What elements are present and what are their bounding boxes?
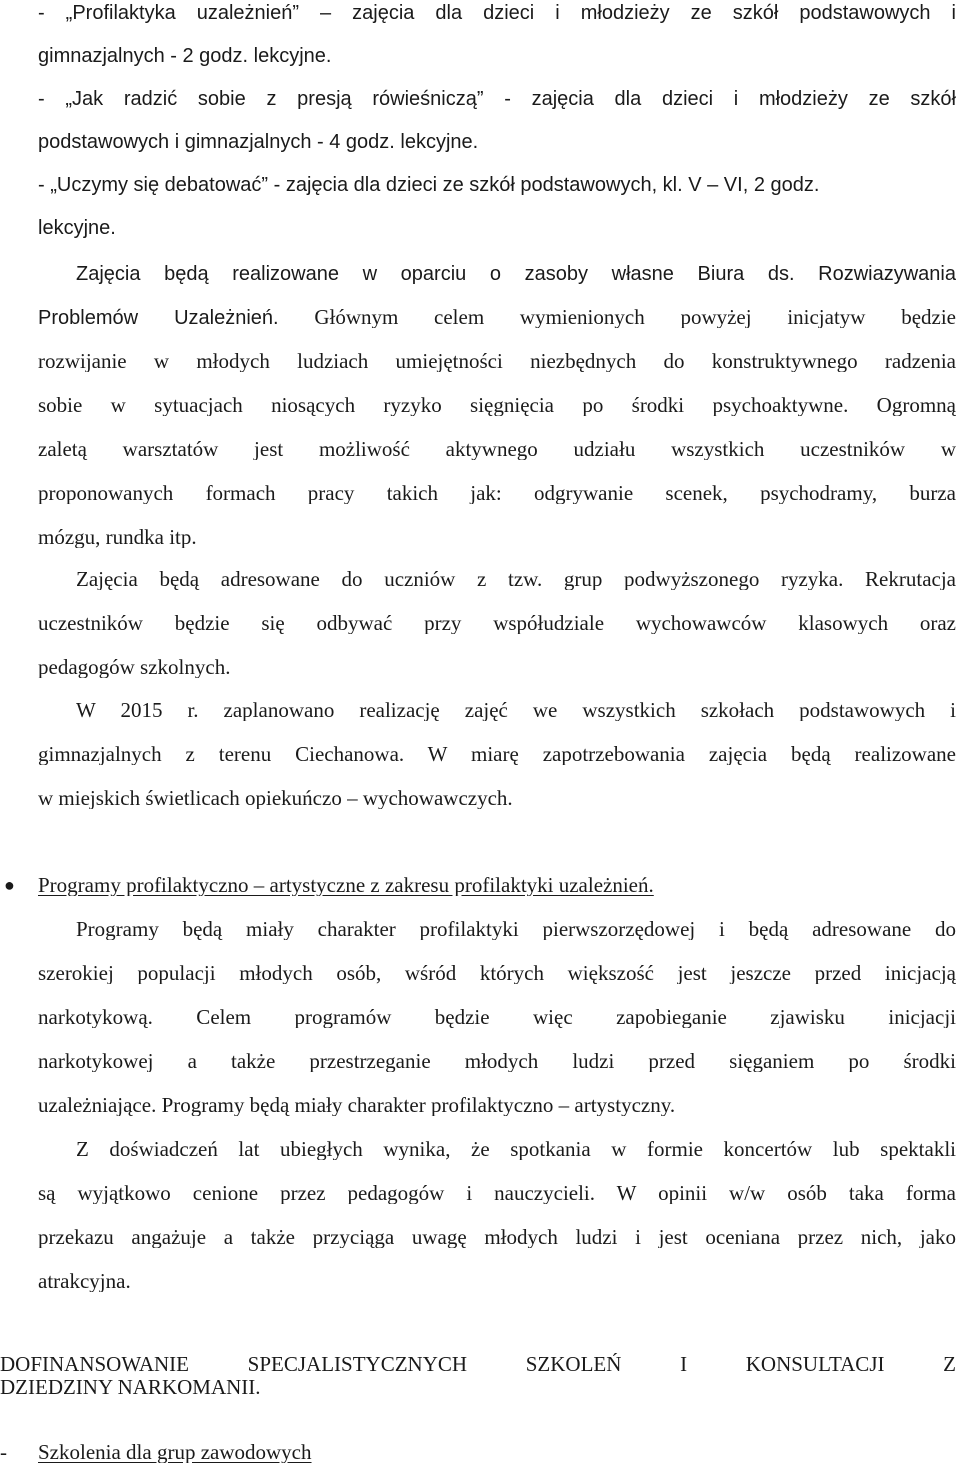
paragraph-line: mózgu, rundka itp. (38, 526, 197, 548)
paragraph-line: atrakcyjna. (38, 1270, 131, 1292)
paragraph-line: są wyjątkowo cenione przez pedagogów i nauczycieli. W opinii w/w osób taka forma (38, 1182, 956, 1204)
section-heading (0, 1353, 956, 1398)
paragraph-line: Zajęcia będą adresowane do uczniów z tzw. grup podwyższonego ryzyka. Rekrutacja (76, 568, 956, 590)
paragraph-line: Z doświadczeń lat ubiegłych wynika, że spotkania w formie koncertów lub spektakli (76, 1138, 956, 1160)
paragraph-line: gimnazjalnych z terenu Ciechanowa. W miarę zapotrzebowania zajęcia będą realizowane (38, 743, 956, 765)
paragraph-line (38, 306, 956, 328)
paragraph-line: w miejskich świetlicach opiekuńczo – wychowawczych. (38, 787, 513, 809)
paragraph-line: W 2015 r. zaplanowano realizację zajęć we wszystkich szkołach podstawowych i (76, 699, 956, 721)
paragraph-recruitment (38, 568, 956, 678)
activity-line: lekcyjne. (38, 217, 116, 239)
activity-line: - „Profilaktyka uzależnień” – zajęcia dla dzieci i młodzieży ze szkół podstawowych i (38, 2, 956, 24)
activity-line: gimnazjalnych - 2 godz. lekcyjne. (38, 45, 332, 67)
paragraph-line: pedagogów szkolnych. (38, 656, 231, 678)
paragraph-line: Programy będą miały charakter profilaktyki pierwszorzędowej i będą adresowane do (76, 918, 956, 940)
bullet-heading-text: Programy profilaktyczno – artystyczne z zakresu profilaktyki uzależnień. (38, 874, 654, 896)
paragraph-line: Zajęcia będą realizowane w oparciu o zasoby własne Biura ds. Rozwiazywania (76, 263, 956, 285)
paragraph-experience (38, 1138, 956, 1292)
list-item (0, 1441, 918, 1463)
paragraph-line: szerokiej populacji młodych osób, wśród których większość jest jeszcze przed inicjacją (38, 962, 956, 984)
activities-list (38, 2, 956, 239)
paragraph-line: uzależniające. Programy będą miały charakter profilaktyczno – artystyczny. (38, 1094, 676, 1116)
list-item-text: Szkolenia dla grup zawodowych (38, 1441, 312, 1463)
paragraph-fragment: Głównym celem wymienionych powyżej inicjatyw będzie (314, 306, 956, 328)
activity-line: - „Jak radzić sobie z presją rówieśniczą” - zajęcia dla dzieci i młodzieży ze szkół (38, 88, 956, 110)
bullet-icon: ● (4, 875, 15, 895)
section-heading-line: DZIEDZINY NARKOMANII. (0, 1376, 261, 1398)
paragraph-fragment: Problemów Uzależnień. (38, 307, 279, 328)
paragraph-line: proponowanych formach pracy takich jak: odgrywanie scenek, psychodramy, burza (38, 482, 956, 504)
paragraph-line: narkotykowej a także przestrzeganie młodych ludzi przed sięganiem po środki (38, 1050, 956, 1072)
list-marker: - (0, 1440, 7, 1464)
bullet-heading (4, 874, 956, 896)
section-heading-line: DOFINANSOWANIE SPECJALISTYCZNYCH SZKOLEŃ I KONSULTACJI Z (0, 1353, 956, 1375)
paragraph-aims (38, 263, 956, 548)
paragraph-line: przekazu angażuje a także przyciąga uwagę młodych ludzi i jest oceniana przez nich, jako (38, 1226, 956, 1248)
activity-line: podstawowych i gimnazjalnych - 4 godz. lekcyjne. (38, 131, 479, 153)
paragraph-line: sobie w sytuacjach niosących ryzyko sięgnięcia po środki psychoaktywne. Ogromną (38, 394, 956, 416)
paragraph-line: uczestników będzie się odbywać przy współudziale wychowawców klasowych oraz (38, 612, 956, 634)
paragraph-program-character (38, 918, 956, 1116)
paragraph-line: rozwijanie w młodych ludziach umiejętności niezbędnych do konstruktywnego radzenia (38, 350, 956, 372)
paragraph-plan-2015 (38, 699, 956, 809)
activity-line: - „Uczymy się debatować” - zajęcia dla dzieci ze szkół podstawowych, kl. V – VI, 2 godz. (38, 174, 820, 196)
paragraph-line: narkotykową. Celem programów będzie więc zapobieganie zjawisku inicjacji (38, 1006, 956, 1028)
paragraph-line: zaletą warsztatów jest możliwość aktywnego udziału wszystkich uczestników w (38, 438, 956, 460)
